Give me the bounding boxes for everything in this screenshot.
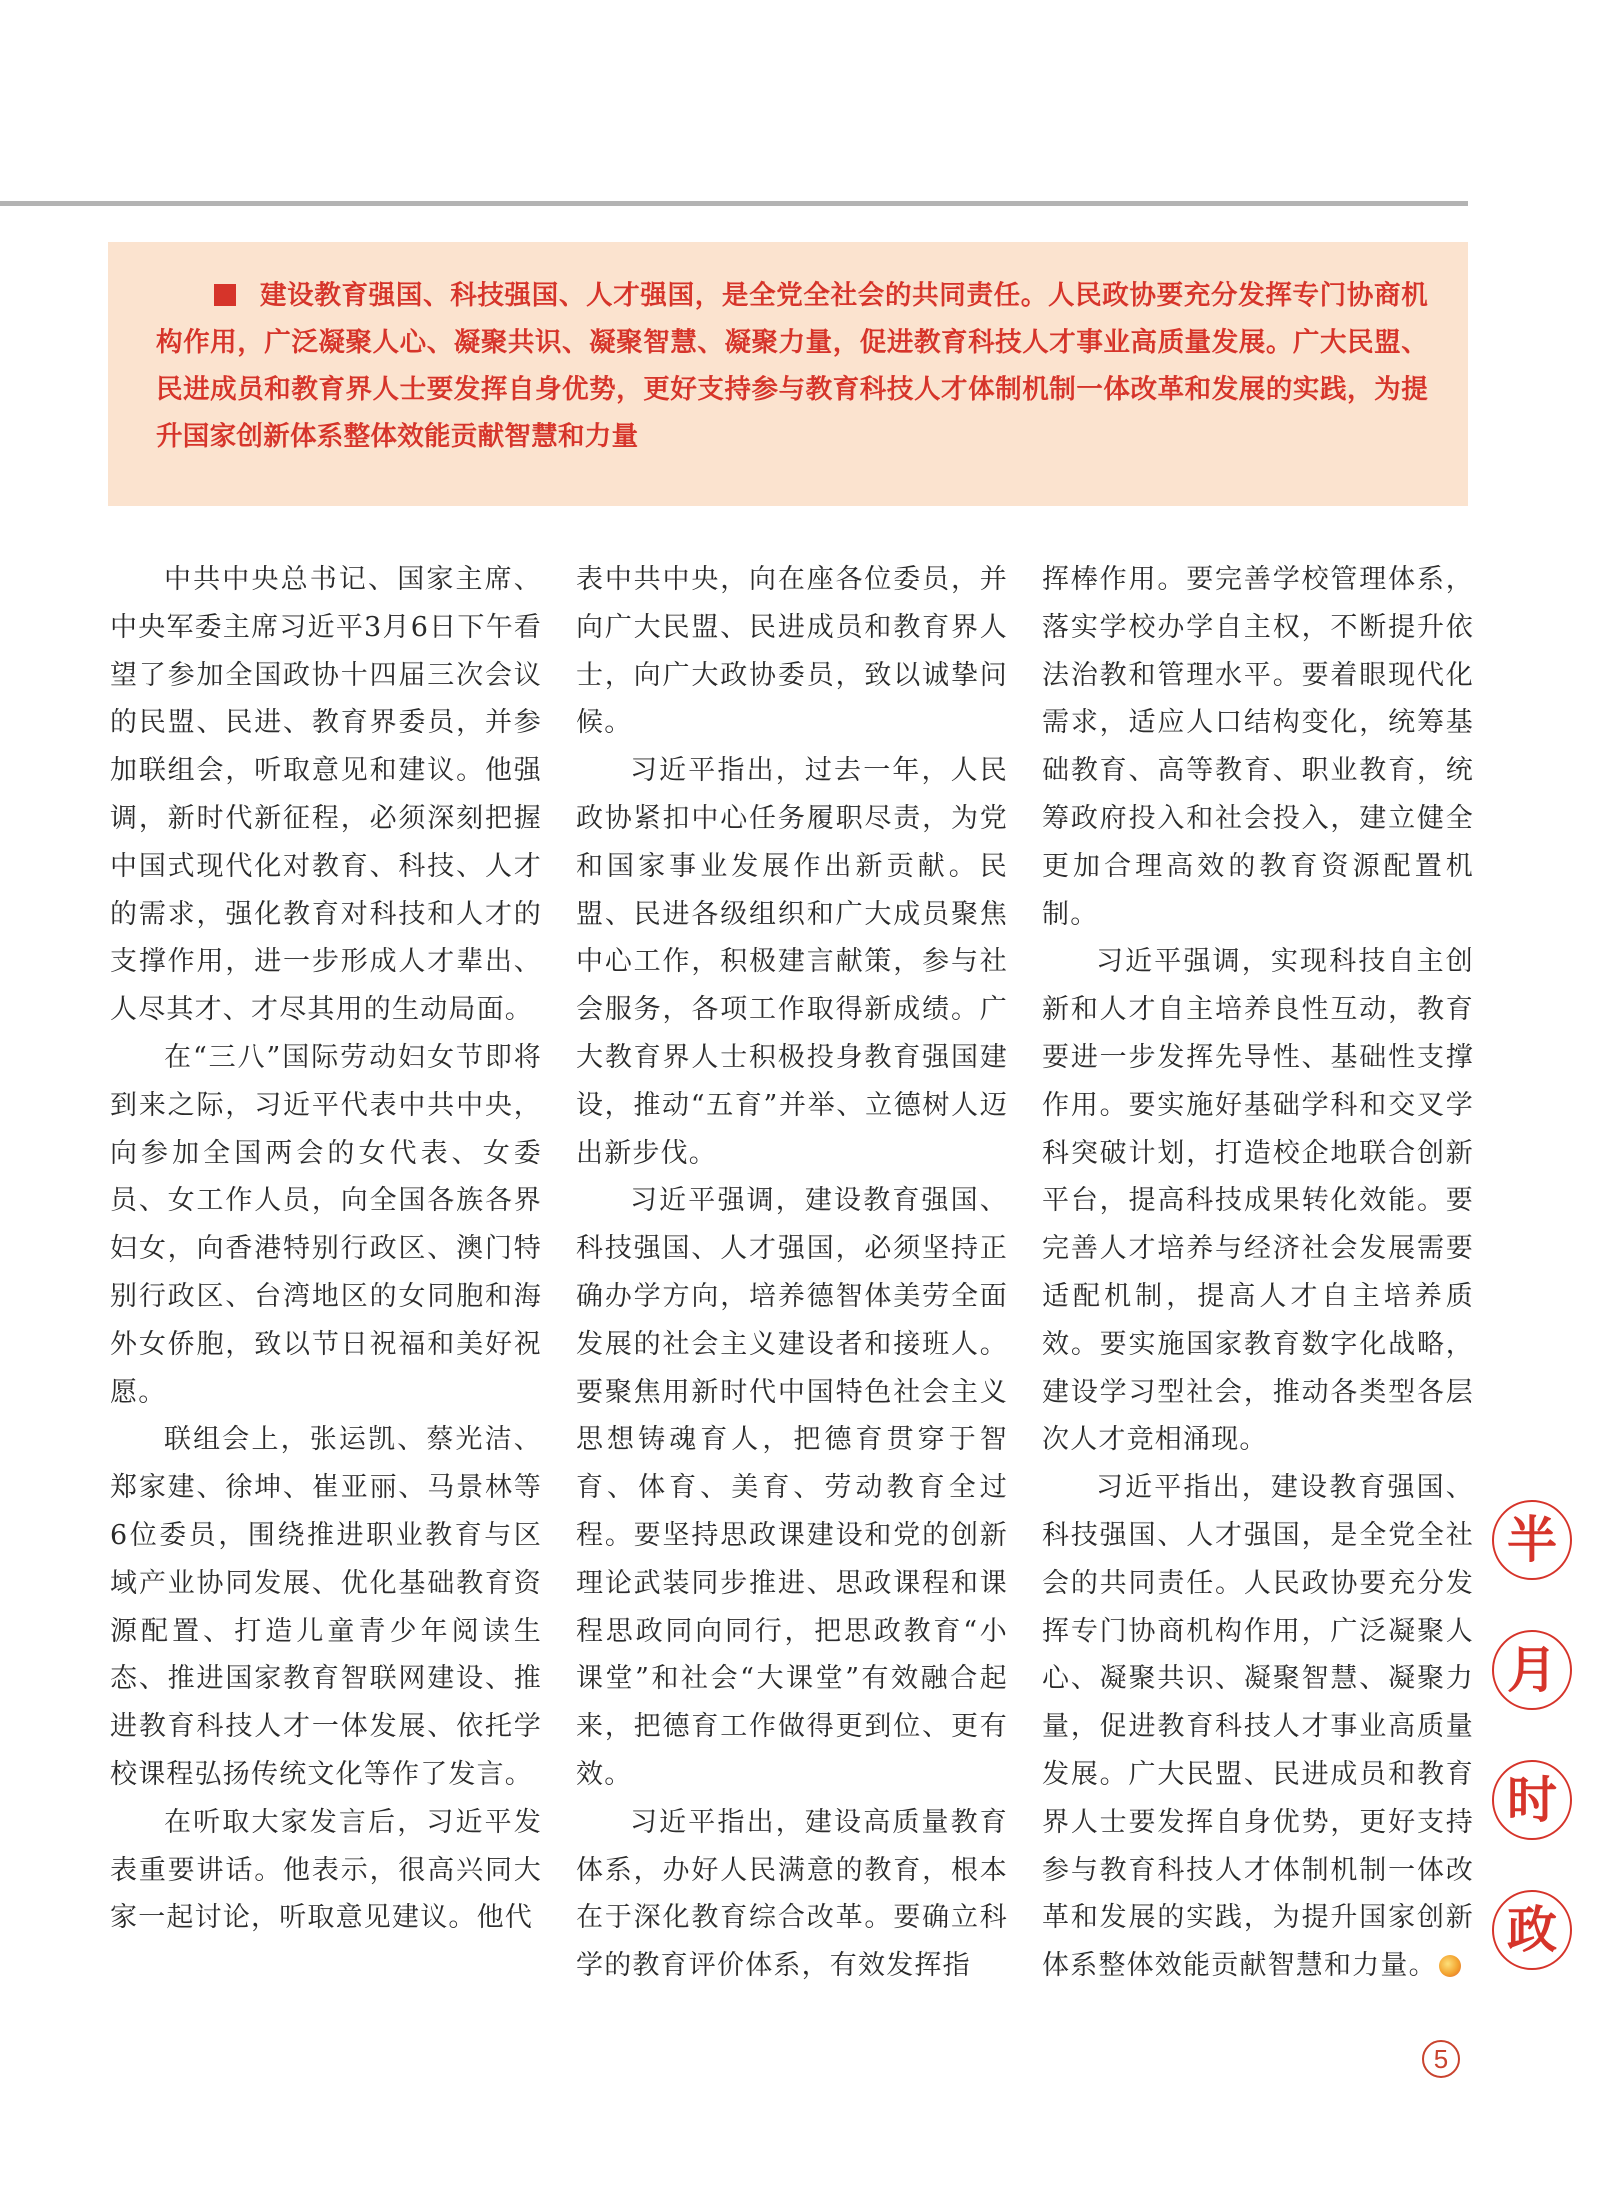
paragraph: 在“三八”国际劳动妇女节即将到来之际，习近平代表中共中央，向参加全国两会的女代表、女委员、女工作人员，向全国各族各界妇女，向香港特别行政区、澳门特别行政区、台湾地区的女同胞和海外女侨胞，致以节日祝福和美好祝愿。 <box>110 1041 542 1408</box>
paragraph: 习近平强调，实现科技自主创新和人才自主培养良性互动，教育要进一步发挥先导性、基础性支撑作用。要实施好基础学科和交叉学科突破计划，打造校企地联合创新平台，提高科技成果转化效能。要完善人才培养与经济社会发展需要适配机制，提高人才自主培养质效。要实施国家教育数字化战略，建设学习型社会，推动各类型各层次人才竞相涌现。 <box>1042 946 1474 1456</box>
article-column-2 <box>576 556 1008 1990</box>
article-column-1 <box>110 556 542 1942</box>
magazine-logo-icon <box>1439 1955 1461 1977</box>
page-number: 5 <box>1422 2040 1460 2078</box>
paragraph-continued: 挥棒作用。要完善学校管理体系，落实学校办学自主权，不断提升依法治教和管理水平。要着眼现代化需求，适应人口结构变化，统筹基础教育、高等教育、职业教育，统筹政府投入和社会投入，建立健全更加合理高效的教育资源配置机制。 <box>1042 564 1474 930</box>
summary-text: 建设教育强国、科技强国、人才强国，是全党全社会的共同责任。人民政协要充分发挥专门协商机构作用，广泛凝聚人心、凝聚共识、凝聚智慧、凝聚力量，促进教育科技人才事业高质量发展。广大民盟、民进成员和教育界人士要发挥自身优势，更好支持参与教育科技人才体制机制一体改革和发展的实践，为提升国家创新体系整体效能贡献智慧和力量 <box>156 280 1428 452</box>
article-column-3 <box>1042 556 1474 1990</box>
section-badge-shi: 时 <box>1492 1760 1572 1840</box>
paragraph-final <box>1042 1464 1474 1990</box>
top-divider <box>0 201 1468 206</box>
section-badge-yue: 月 <box>1492 1630 1572 1710</box>
section-badge-zheng: 政 <box>1492 1890 1572 1970</box>
paragraph: 中共中央总书记、国家主席、中央军委主席习近平3月6日下午看望了参加全国政协十四届三次会议的民盟、民进、教育界委员，并参加联组会，听取意见和建议。他强调，新时代新征程，必须深刻把握中国式现代化对教育、科技、人才的需求，强化教育对科技和人才的支撑作用，进一步形成人才辈出、人尽其才、才尽其用的生动局面。 <box>110 564 542 1026</box>
paragraph-continued: 表中共中央，向在座各位委员，并向广大民盟、民进成员和教育界人士，向广大政协委员，致以诚挚问候。 <box>576 564 1008 739</box>
section-badge-ban: 半 <box>1492 1500 1572 1580</box>
red-square-bullet-icon <box>214 284 236 306</box>
paragraph: 在听取大家发言后，习近平发表重要讲话。他表示，很高兴同大家一起讨论，听取意见建议。他代 <box>110 1806 542 1934</box>
paragraph: 习近平指出，建设高质量教育体系，办好人民满意的教育，根本在于深化教育综合改革。要确立科学的教育评价体系，有效发挥指 <box>576 1806 1008 1982</box>
summary-box <box>108 242 1468 506</box>
paragraph: 联组会上，张运凯、蔡光洁、郑家建、徐坤、崔亚丽、马景林等6位委员，围绕推进职业教育与区域产业协同发展、优化基础教育资源配置、打造儿童青少年阅读生态、推进国家教育智联网建设、推进教育科技人才一体发展、依托学校课程弘扬传统文化等作了发言。 <box>110 1424 542 1790</box>
paragraph-final-text: 习近平指出，建设教育强国、科技强国、人才强国，是全党全社会的共同责任。人民政协要充分发挥专门协商机构作用，广泛凝聚人心、凝聚共识、凝聚智慧、凝聚力量，促进教育科技人才事业高质量发展。广大民盟、民进成员和教育界人士要发挥自身优势，更好支持参与教育科技人才体制机制一体改革和发展的实践，为提升国家创新体系整体效能贡献智慧和力量。 <box>1042 1472 1474 1982</box>
paragraph: 习近平强调，建设教育强国、科技强国、人才强国，必须坚持正确办学方向，培养德智体美劳全面发展的社会主义建设者和接班人。要聚焦用新时代中国特色社会主义思想铸魂育人，把德育贯穿于智育、体育、美育、劳动教育全过程。要坚持思政课建设和党的创新理论武装同步推进、思政课程和课程思政同向同行，把思政教育“小课堂”和社会“大课堂”有效融合起来，把德育工作做得更到位、更有效。 <box>576 1185 1008 1790</box>
paragraph: 习近平指出，过去一年，人民政协紧扣中心任务履职尽责，为党和国家事业发展作出新贡献。民盟、民进各级组织和广大成员聚焦中心工作，积极建言献策，参与社会服务，各项工作取得新成绩。广大教育界人士积极投身教育强国建设，推动“五育”并举、立德树人迈出新步伐。 <box>576 755 1008 1169</box>
